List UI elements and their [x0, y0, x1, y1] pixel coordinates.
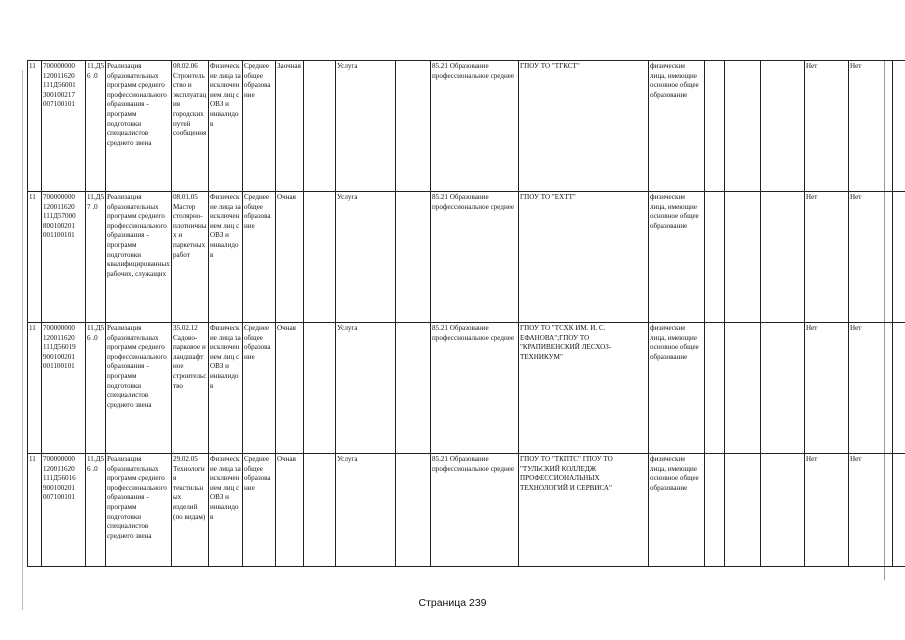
empty-cell — [705, 323, 725, 454]
row-number: 11 — [28, 454, 42, 567]
service-name: Реализация образовательных программ среднего профессионального образования - программ подготовки специалистов среднего звена — [106, 454, 172, 567]
flag-cell: Нет — [849, 323, 893, 454]
empty-cell — [304, 454, 336, 567]
empty-cell — [893, 61, 905, 192]
paid-flag: Нет — [805, 323, 849, 454]
paid-flag: Нет — [805, 454, 849, 567]
empty-cell — [761, 61, 805, 192]
consumer-category: Физические лица за исключением лиц с ОВЗ и инвалидов — [209, 454, 243, 567]
service-code: 11.Д56 .0 — [86, 454, 106, 567]
education-level: Среднее общее образование — [243, 61, 276, 192]
service-code: 11.Д56 .0 — [86, 61, 106, 192]
consumers: физические лица, имеющие основное общее образование — [649, 61, 705, 192]
empty-cell — [705, 192, 725, 323]
specialty: 08.02.06 Строительство и эксплуатация городских путей сообщения — [172, 61, 209, 192]
consumers: физические лица, имеющие основное общее образование — [649, 323, 705, 454]
flag-cell: Нет — [849, 61, 893, 192]
empty-cell — [725, 192, 761, 323]
empty-cell — [304, 61, 336, 192]
service-code: 11.Д57 .0 — [86, 192, 106, 323]
service-name: Реализация образовательных программ среднего профессионального образования - программ подготовки специалистов среднего звена — [106, 61, 172, 192]
provider-institutions: ГПОУ ТО "ТСХК ИМ. И. С. ЕФАНОВА";ГПОУ ТО "КРАПИВЕНСКИЙ ЛЕСХОЗ-ТЕХНИКУМ" — [519, 323, 649, 454]
empty-cell — [761, 192, 805, 323]
empty-cell — [761, 323, 805, 454]
page-number: Страница 239 — [418, 597, 487, 609]
education-level: Среднее общее образование — [243, 454, 276, 567]
empty-cell — [396, 454, 431, 567]
education-level: Среднее общее образование — [243, 192, 276, 323]
consumer-category: Физические лица за исключением лиц с ОВЗ и инвалидов — [209, 61, 243, 192]
table-row — [28, 192, 905, 323]
registry-code: 700000000 120011620 111Д57000 800100201 001100101 — [42, 192, 86, 323]
table-row — [28, 61, 905, 192]
specialty: 35.02.12 Садово-парковое и ландшафтное строительство — [172, 323, 209, 454]
study-form: Очная — [276, 323, 304, 454]
services-registry-table — [27, 60, 905, 567]
paid-flag: Нет — [805, 192, 849, 323]
empty-cell — [893, 454, 905, 567]
service-code: 11.Д56 .0 — [86, 323, 106, 454]
table-row — [28, 323, 905, 454]
consumers: физические лица, имеющие основное общее образование — [649, 192, 705, 323]
okved-code: 85.21 Образование профессиональное среднее — [431, 192, 519, 323]
study-form: Очная — [276, 192, 304, 323]
consumers: физические лица, имеющие основное общее образование — [649, 454, 705, 567]
specialty: 08.01.05 Мастер столярно-плотничных и паркетных работ — [172, 192, 209, 323]
empty-cell — [304, 192, 336, 323]
consumer-category: Физические лица за исключением лиц с ОВЗ и инвалидов — [209, 192, 243, 323]
service-type: Услуга — [336, 323, 396, 454]
registry-code: 700000000 120011620 111Д56001 300100217 007100101 — [42, 61, 86, 192]
service-name: Реализация образовательных программ среднего профессионального образования - программ подготовки специалистов среднего звена — [106, 323, 172, 454]
service-type: Услуга — [336, 61, 396, 192]
scan-edge-left — [22, 70, 23, 610]
okved-code: 85.21 Образование профессиональное среднее — [431, 454, 519, 567]
okved-code: 85.21 Образование профессиональное среднее — [431, 61, 519, 192]
row-number: 11 — [28, 323, 42, 454]
flag-cell: Нет — [849, 454, 893, 567]
registry-code: 700000000 120011620 111Д56016 900100201 007100101 — [42, 454, 86, 567]
empty-cell — [396, 61, 431, 192]
flag-cell: Нет — [849, 192, 893, 323]
empty-cell — [396, 323, 431, 454]
empty-cell — [304, 323, 336, 454]
provider-institutions: ГПОУ ТО "ТГКСТ" — [519, 61, 649, 192]
empty-cell — [705, 61, 725, 192]
study-form: Заочная — [276, 61, 304, 192]
empty-cell — [725, 323, 761, 454]
row-number: 11 — [28, 61, 42, 192]
empty-cell — [396, 192, 431, 323]
empty-cell — [893, 323, 905, 454]
empty-cell — [761, 454, 805, 567]
education-level: Среднее общее образование — [243, 323, 276, 454]
consumer-category: Физические лица за исключением лиц с ОВЗ и инвалидов — [209, 323, 243, 454]
provider-institutions: ГПОУ ТО "ЕХТТ" — [519, 192, 649, 323]
provider-institutions: ГПОУ ТО "ТКПТС" ГПОУ ТО "ТУЛЬСКИЙ КОЛЛЕДЖ ПРОФЕССИОНАЛЬНЫХ ТЕХНОЛОГИЙ И СЕРВИСА" — [519, 454, 649, 567]
service-type: Услуга — [336, 192, 396, 323]
table-row — [28, 454, 905, 567]
service-name: Реализация образовательных программ среднего профессионального образования - программ подготовки квалифицированных рабочих, служащих — [106, 192, 172, 323]
registry-sheet — [27, 60, 905, 567]
study-form: Очная — [276, 454, 304, 567]
empty-cell — [725, 61, 761, 192]
service-type: Услуга — [336, 454, 396, 567]
row-number: 11 — [28, 192, 42, 323]
specialty: 29.02.05 Технология текстильных изделий (по видам) — [172, 454, 209, 567]
empty-cell — [893, 192, 905, 323]
okved-code: 85.21 Образование профессиональное среднее — [431, 323, 519, 454]
registry-code: 700000000 120011620 111Д56019 900100201 001100101 — [42, 323, 86, 454]
paid-flag: Нет — [805, 61, 849, 192]
empty-cell — [705, 454, 725, 567]
empty-cell — [725, 454, 761, 567]
